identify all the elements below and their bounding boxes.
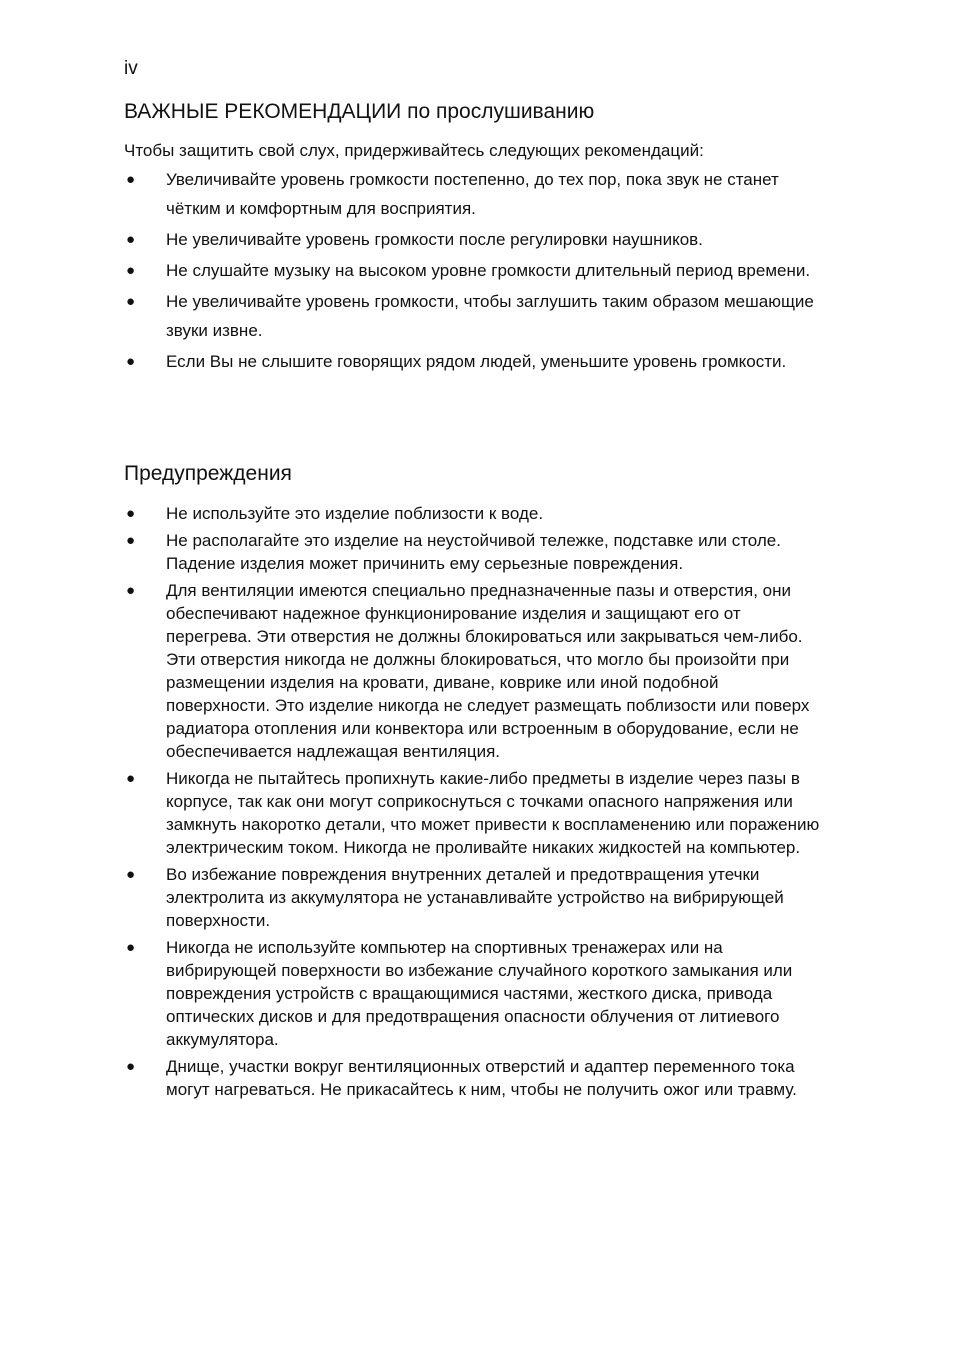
- list-item: [124, 225, 824, 254]
- bullet-icon: ●: [126, 866, 136, 883]
- list-item-text: Увеличивайте уровень громкости постепенно, до тех пор, пока звук не станет чётким и комфортным для восприятия.: [166, 170, 779, 218]
- bullet-icon: ●: [126, 1058, 136, 1075]
- list-item-text: Во избежание повреждения внутренних деталей и предотвращения утечки электролита из аккумулятора не устанавливайте устройство на вибрирующей поверхности.: [166, 865, 784, 930]
- list-item: [124, 529, 824, 575]
- bullet-icon: ●: [126, 231, 136, 248]
- list-item-text: Не используйте это изделие поблизости к воде.: [166, 504, 544, 523]
- list-item: [124, 165, 824, 223]
- page-number: iv: [124, 58, 138, 79]
- list-item: [124, 767, 824, 859]
- list-item-text: Никогда не пытайтесь пропихнуть какие-либо предметы в изделие через пазы в корпусе, так как они могут соприкоснуться с точками опасного напряжения или замкнуть накоротко детали, что может привести к воспламенению или поражению электрическим током. Никогда не проливайте никаких жидкостей на компьютер.: [166, 769, 820, 857]
- bullet-icon: ●: [126, 171, 136, 188]
- listening-intro: Чтобы защитить свой слух, придерживайтесь следующих рекомендаций:: [124, 141, 704, 160]
- list-item: [124, 1055, 824, 1101]
- listening-heading: ВАЖНЫЕ РЕКОМЕНДАЦИИ по прослушиванию: [124, 100, 595, 123]
- list-item-text: Не слушайте музыку на высоком уровне громкости длительный период времени.: [166, 261, 811, 280]
- bullet-icon: ●: [126, 532, 136, 549]
- bullet-icon: ●: [126, 770, 136, 787]
- list-item: [124, 863, 824, 932]
- list-item: [124, 502, 824, 525]
- list-item-text: Никогда не используйте компьютер на спортивных тренажерах или на вибрирующей поверхности во избежание случайного короткого замыкания или повреждения устройств с вращающимися частями, жесткого диска, привода оптических дисков и для предотвращения опасности облучения от литиевого аккумулятора.: [166, 938, 793, 1049]
- bullet-icon: ●: [126, 939, 136, 956]
- list-item: [124, 347, 824, 376]
- list-item-text: Не увеличивайте уровень громкости, чтобы заглушить таким образом мешающие звуки извне.: [166, 292, 814, 340]
- list-item: [124, 579, 824, 763]
- listening-list: [124, 165, 824, 378]
- bullet-icon: ●: [126, 505, 136, 522]
- bullet-icon: ●: [126, 293, 136, 310]
- list-item-text: Если Вы не слышите говорящих рядом людей, уменьшите уровень громкости.: [166, 352, 787, 371]
- list-item: [124, 936, 824, 1051]
- list-item: [124, 287, 824, 345]
- bullet-icon: ●: [126, 582, 136, 599]
- list-item-text: Для вентиляции имеются специально предназначенные пазы и отверстия, они обеспечивают надежное функционирование изделия и защищают его от перегрева. Эти отверстия не должны блокироваться или закрываться чем-либо. Эти отверстия никогда не должны блокироваться, что могло бы произойти при размещении изделия на кровати, диване, коврике или иной подобной поверхности. Это изделие никогда не следует размещать поблизости или поверх радиатора отопления или конвектора или встроенным в оборудование, если не обеспечивается надлежащая вентиляция.: [166, 581, 810, 761]
- list-item-text: Днище, участки вокруг вентиляционных отверстий и адаптер переменного тока могут нагреваться. Не прикасайтесь к ним, чтобы не получить ожог или травму.: [166, 1057, 797, 1099]
- bullet-icon: ●: [126, 262, 136, 279]
- list-item-text: Не увеличивайте уровень громкости после регулировки наушников.: [166, 230, 703, 249]
- warnings-list: [124, 502, 824, 1105]
- bullet-icon: ●: [126, 353, 136, 370]
- list-item: [124, 256, 824, 285]
- list-item-text: Не располагайте это изделие на неустойчивой тележке, подставке или столе. Падение изделия может причинить ему серьезные повреждения.: [166, 531, 781, 573]
- warnings-heading: Предупреждения: [124, 462, 292, 485]
